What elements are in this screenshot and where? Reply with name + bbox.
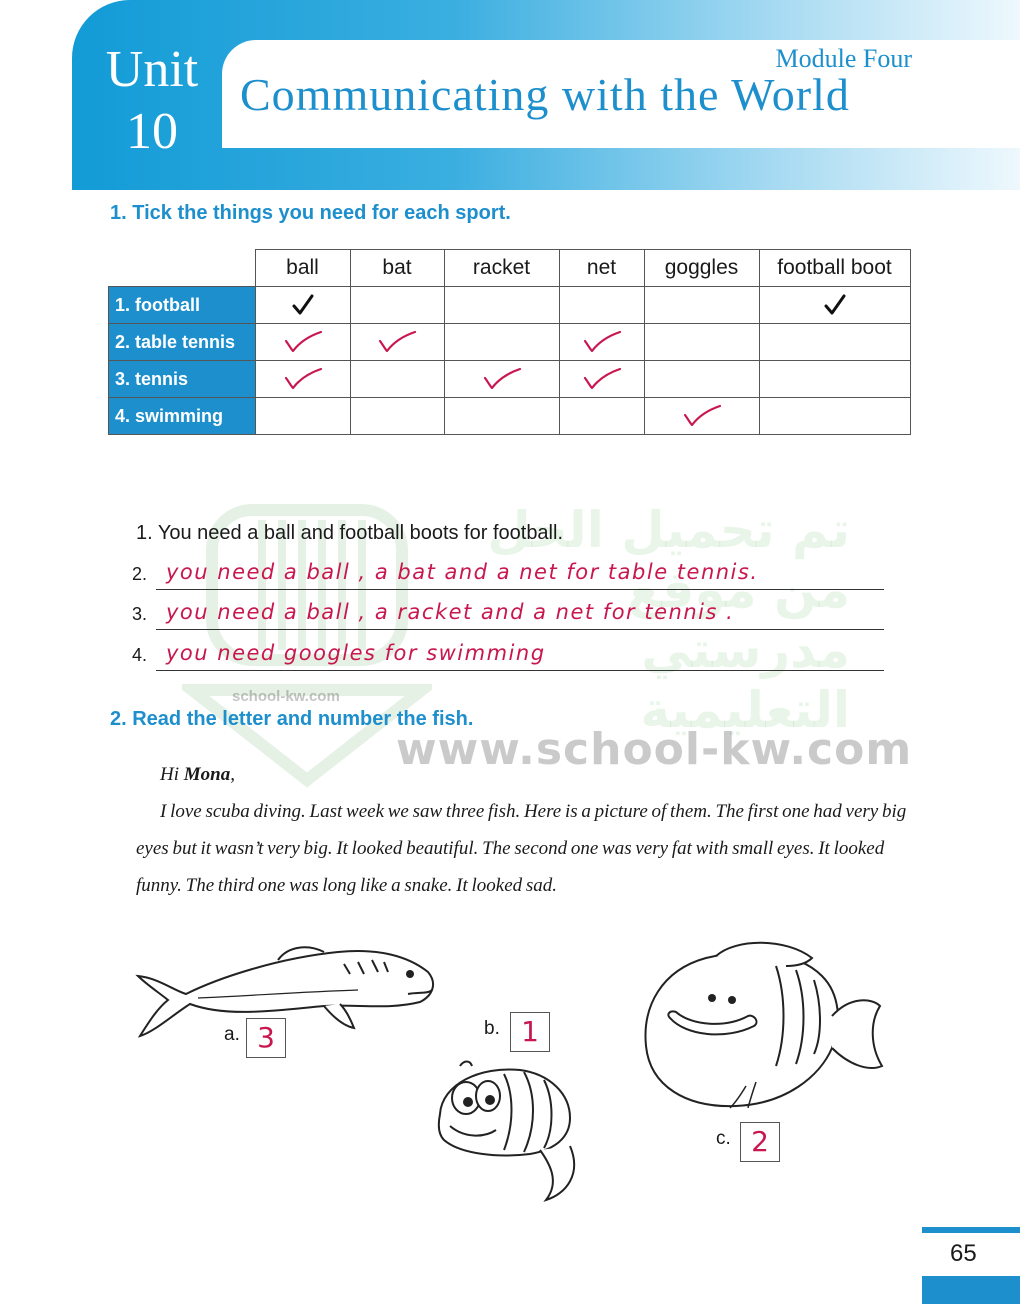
sport-label: 2. table tennis [109, 324, 256, 361]
fish-label: c. [716, 1128, 731, 1149]
fish-answer-box[interactable]: 2 [740, 1122, 780, 1162]
watermark-small: school-kw.com [232, 688, 340, 705]
table-header-row [109, 250, 911, 287]
watermark-arabic: تم تحميل الحل من موقع مدرستي التعليمية [487, 501, 850, 739]
exercise2-heading: 2. Read the letter and number the fish. [110, 708, 474, 730]
answer-line-2[interactable] [132, 562, 884, 592]
fish-label: b. [484, 1018, 500, 1039]
handwritten-tick-icon [560, 361, 644, 397]
tick-cell[interactable] [559, 324, 644, 361]
column-header: goggles [644, 250, 759, 287]
column-header: football boot [759, 250, 910, 287]
tick-cell[interactable] [255, 361, 350, 398]
table-row [109, 361, 911, 398]
column-header: net [559, 250, 644, 287]
tick-cell[interactable] [644, 398, 759, 435]
handwritten-tick-icon [645, 398, 759, 434]
handwritten-tick-icon [256, 324, 350, 360]
tick-cell[interactable] [759, 361, 910, 398]
tick-cell[interactable] [255, 287, 350, 324]
tick-cell[interactable] [444, 287, 559, 324]
tick-cell[interactable] [350, 398, 444, 435]
tick-cell[interactable] [759, 287, 910, 324]
answer-rule [156, 670, 884, 671]
page-bar-bottom [922, 1276, 1020, 1304]
answer-number: 3. [132, 604, 148, 624]
fish-answer-box[interactable]: 1 [510, 1012, 550, 1052]
tick-cell[interactable] [444, 361, 559, 398]
check-icon [256, 287, 350, 323]
exercise1-heading: 1. Tick the things you need for each sport. [110, 202, 511, 224]
example-sentence: 1. You need a ball and football boots for football. [136, 522, 564, 544]
tick-cell[interactable] [444, 398, 559, 435]
tick-cell[interactable] [255, 324, 350, 361]
letter-body: I love scuba diving. Last week we saw three fish. Here is a picture of them. The first one had very big eyes but it wasn’t very big. It looked beautiful. The second one was very fat with small eyes. It looked funny. The third one was long like a snake. It looked sad. [136, 801, 907, 896]
letter-recipient: Mona [183, 764, 231, 785]
answer-rule [156, 629, 884, 630]
column-header: racket [444, 250, 559, 287]
check-icon [760, 287, 910, 323]
watermark-url: www.school-kw.com [396, 724, 913, 775]
unit-word: Unit [105, 41, 199, 98]
column-header: ball [255, 250, 350, 287]
table-row [109, 398, 911, 435]
tick-cell[interactable] [759, 324, 910, 361]
unit-number: 10 [126, 103, 178, 160]
answer-rule [156, 589, 884, 590]
tick-cell[interactable] [644, 287, 759, 324]
fat-fish-icon [636, 936, 886, 1116]
handwritten-tick-icon [351, 324, 444, 360]
column-header: bat [350, 250, 444, 287]
tick-cell[interactable] [350, 324, 444, 361]
sport-label: 1. football [109, 287, 256, 324]
unit-title: Communicating with the World [240, 69, 850, 120]
tick-cell[interactable] [644, 361, 759, 398]
tick-cell[interactable] [644, 324, 759, 361]
handwritten-answer: you need googles for swimming [166, 641, 546, 665]
handwritten-answer: you need a ball , a racket and a net for tennis . [166, 600, 735, 624]
handwritten-tick-icon [445, 361, 559, 397]
tick-cell[interactable] [759, 398, 910, 435]
handwritten-tick-icon [560, 324, 644, 360]
handwritten-answer: you need a ball , a bat and a net for table tennis. [166, 560, 759, 584]
tick-cell[interactable] [444, 324, 559, 361]
letter [136, 756, 926, 904]
answer-number: 4. [132, 645, 148, 665]
answer-number: 2. [132, 564, 148, 584]
module-label: Module Four [775, 44, 912, 73]
title-card [222, 40, 1020, 148]
unit-badge [72, 30, 220, 190]
page-bar-top [922, 1227, 1020, 1233]
sport-label: 4. swimming [109, 398, 256, 435]
tick-cell[interactable] [559, 361, 644, 398]
table-row [109, 324, 911, 361]
big-eyed-fish-icon [420, 1054, 590, 1204]
long-snake-fish-icon [128, 938, 444, 1044]
fish-answer-box[interactable]: 3 [246, 1018, 286, 1058]
tick-cell[interactable] [559, 398, 644, 435]
letter-greeting: Hi Mona, [160, 764, 235, 785]
tick-cell[interactable] [350, 361, 444, 398]
table-row [109, 287, 911, 324]
sport-label: 3. tennis [109, 361, 256, 398]
page-number: 65 [950, 1240, 977, 1267]
tick-cell[interactable] [255, 398, 350, 435]
answer-line-3[interactable] [132, 602, 884, 632]
tick-cell[interactable] [559, 287, 644, 324]
handwritten-tick-icon [256, 361, 350, 397]
answer-line-4[interactable] [132, 643, 884, 673]
fish-label: a. [224, 1024, 240, 1045]
tick-cell[interactable] [350, 287, 444, 324]
sports-table [108, 249, 911, 435]
